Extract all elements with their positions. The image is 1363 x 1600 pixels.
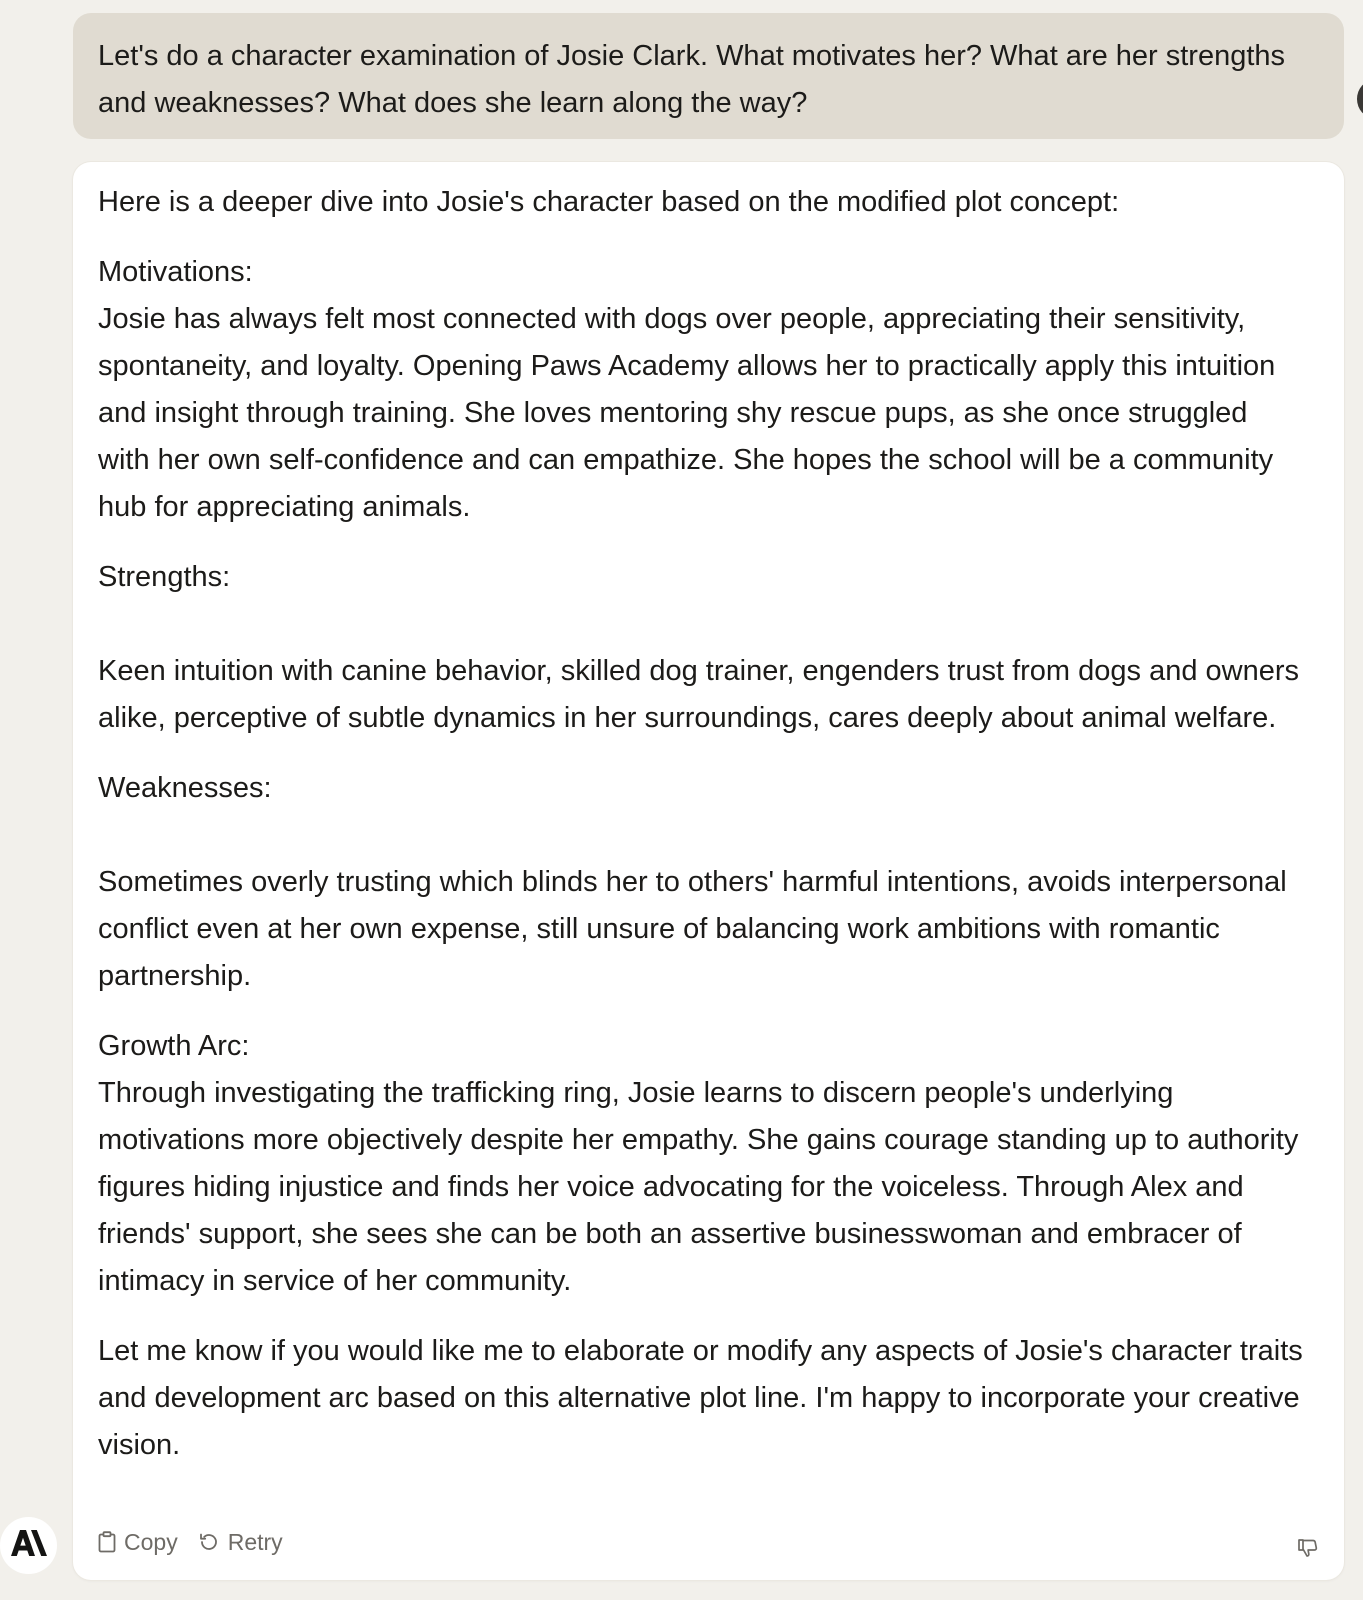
user-message-text: Let's do a character examination of Josie Clark. What motivates her? What are her strengths and weaknesses? What does she learn along the way?	[98, 40, 1286, 119]
strengths-text: Keen intuition with canine behavior, skilled dog trainer, engenders trust from dogs and owners alike, perceptive of subtle dynamics in her surroundings, cares deeply about animal welfare.	[98, 655, 1299, 734]
retry-button[interactable]	[198, 1519, 283, 1566]
motivations-heading: Motivations:	[98, 256, 253, 288]
assistant-avatar	[0, 1517, 57, 1574]
thumbs-down-icon	[1296, 1536, 1320, 1568]
anthropic-logo-icon	[11, 1530, 47, 1561]
user-avatar[interactable]	[1357, 80, 1363, 118]
assistant-message-card	[73, 162, 1344, 1580]
strengths-heading: Strengths:	[98, 561, 231, 593]
weaknesses-heading: Weaknesses:	[98, 772, 272, 804]
message-action-bar	[98, 1525, 283, 1559]
clipboard-icon	[98, 1531, 116, 1553]
copy-label: Copy	[124, 1528, 178, 1555]
growth-arc-heading: Growth Arc:	[98, 1030, 250, 1062]
response-intro: Here is a deeper dive into Josie's character based on the modified plot concept:	[98, 186, 1120, 218]
weaknesses-text: Sometimes overly trusting which blinds her to others' harmful intentions, avoids interpersonal conflict even at her own expense, still unsure of balancing work ambitions with romantic partnership.	[98, 866, 1287, 992]
retry-icon	[198, 1532, 220, 1552]
growth-arc-text: Through investigating the trafficking ring, Josie learns to discern people's underlying motivations more objectively despite her empathy. She gains courage standing up to authority figures hiding injustice and finds her voice advocating for the voiceless. Through Alex and friends' support, she sees she can be both an assertive businesswoman and embracer of intimacy in service of her community.	[98, 1077, 1299, 1297]
thumbs-down-button[interactable]	[1296, 1529, 1320, 1576]
user-message-bubble	[73, 13, 1344, 139]
copy-button[interactable]	[98, 1519, 178, 1566]
motivations-text: Josie has always felt most connected with dogs over people, appreciating their sensitivity, spontaneity, and loyalty. Opening Paws Academy allows her to practically apply this intuition and insight through training. She loves mentoring shy rescue pups, as she once struggled with her own self-confidence and can empathize. She hopes the school will be a community hub for appreciating animals.	[98, 303, 1276, 523]
response-closing: Let me know if you would like me to elaborate or modify any aspects of Josie's character traits and development arc based on this alternative plot line. I'm happy to incorporate your creative vision.	[98, 1335, 1303, 1461]
retry-label: Retry	[227, 1528, 283, 1555]
